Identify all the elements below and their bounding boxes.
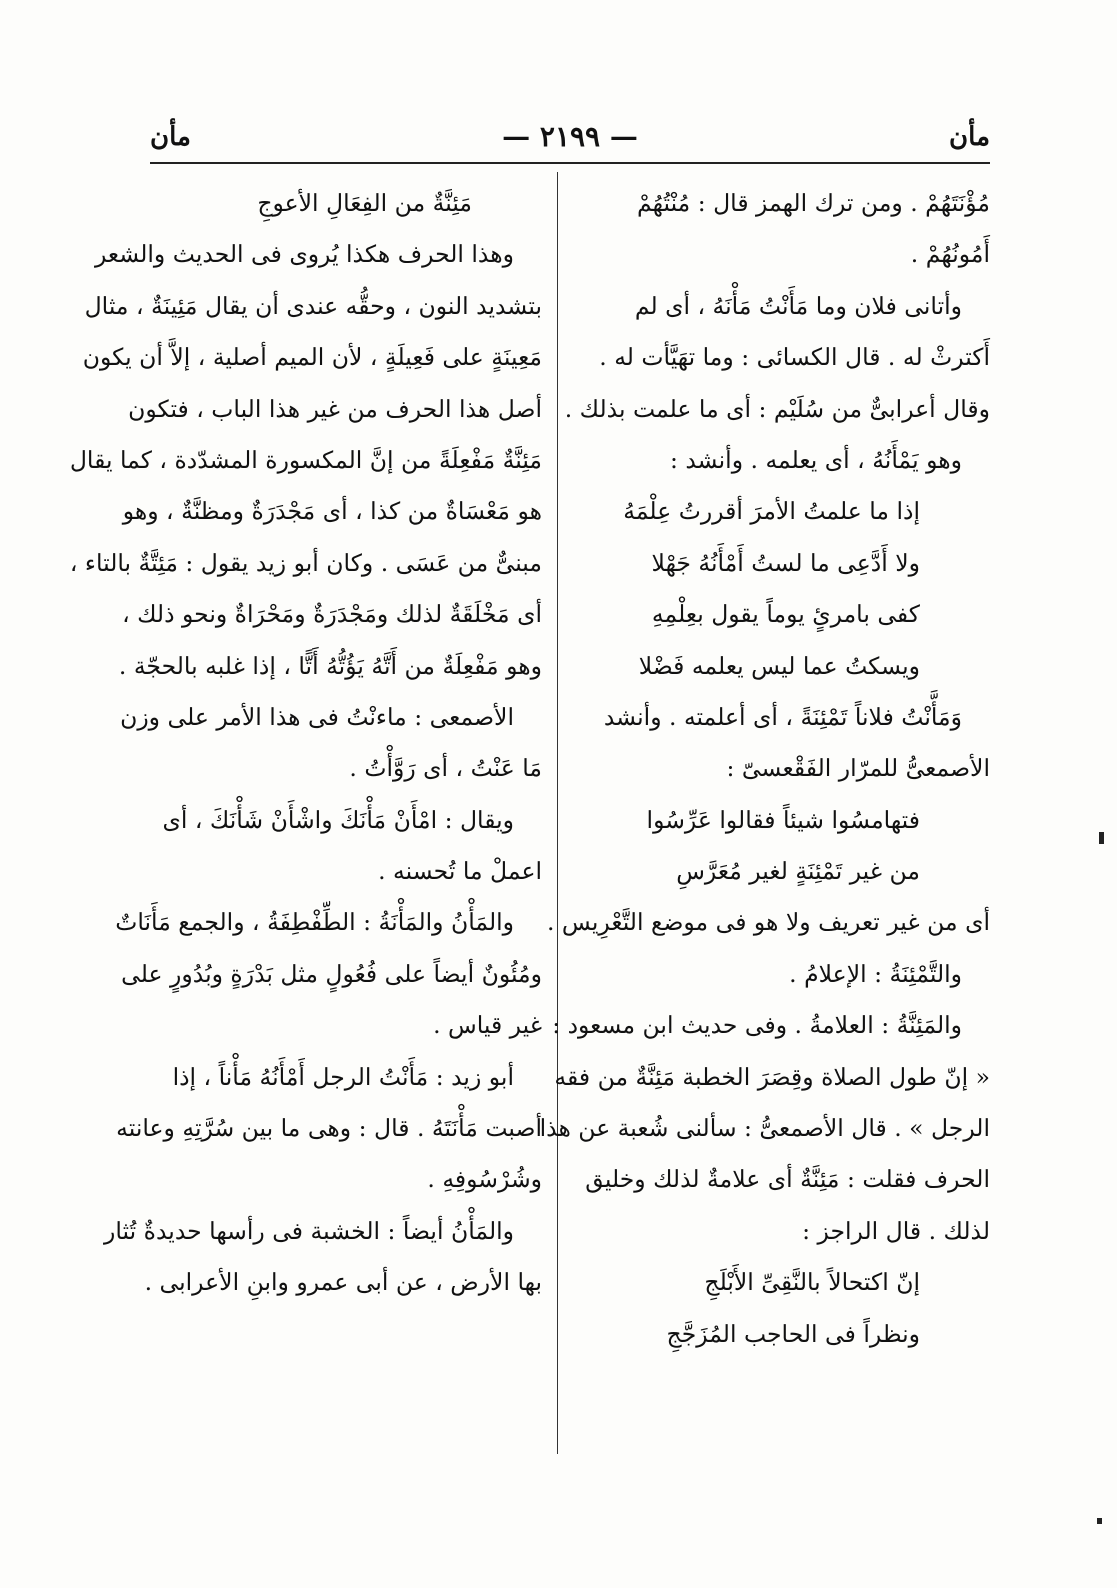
text-line: بها الأرض ، عن أبى عمرو وابنِ الأعرابى . <box>144 1268 542 1297</box>
text-line: مُؤْنَتَهُمْ . ومن ترك الهمز قال : مُنْتُهُمْ <box>637 189 990 217</box>
page-number: — ٢١٩٩ — <box>502 120 638 153</box>
text-line: لذلك . قال الراجز : <box>802 1216 990 1245</box>
text-line: أصل هذا الحرف من غير هذا الباب ، فتكون <box>128 394 542 423</box>
text-line: أى من غير تعريف ولا هو فى موضع التَّعْرِيس . <box>546 908 990 937</box>
text-line: ومُئُونٌ أيضاً على فُعُولٍ مثل بَدْرَةٍ وبُدُورٍ على <box>121 959 542 988</box>
text-line: وَمَأَّنْتُ فلاناً تَمْئِنَةً ، أى أعلمته . وأنشد <box>603 702 962 731</box>
text-line: هو مَعْسَاةٌ من كذا ، أى مَجْدَرَةٌ ومظنَّةٌ ، وهو <box>122 497 542 526</box>
text-line: ونظراً فى الحاجب المُزَجَّجِ <box>666 1319 920 1348</box>
text-line: مَئِنَّةٌ مَفْعِلَةً من إنَّ المكسورة المشدّدة ، كما يقال <box>69 445 542 474</box>
text-line: إذا ما علمتُ الأمرَ أقررتُ عِلْمَهُ <box>623 497 920 526</box>
text-line: كفى بامرئٍ يوماً يقول بعِلْمِهِ <box>651 600 920 629</box>
scan-edge-mark <box>1099 832 1104 844</box>
text-line: وهو يَمْأَنُهُ ، أى يعلمه . وأنشد : <box>669 445 962 474</box>
text-line: بتشديد النون ، وحقُّه عندى أن يقال مَئِينَةٌ ، مثال <box>84 291 542 320</box>
right-column <box>539 178 990 1360</box>
text-line: والمَأْنُ أيضاً : الخشبة فى رأسها حديدةٌ تُثار <box>104 1216 514 1245</box>
header-keyword-left: مأن <box>150 122 191 152</box>
text-line: الأصمعى : ماءنْتُ فى هذا الأمر على وزن <box>120 702 514 731</box>
scan-edge-mark <box>1097 1518 1102 1524</box>
text-line: أبو زيد : مَأَنْتُ الرجل أَمْأَنُهُ مَأْناً ، إذا <box>172 1062 514 1091</box>
text-line: وشُرْسُوفِهِ . <box>427 1165 542 1194</box>
text-line: أى مَخْلَقَةٌ لذلك ومَجْدَرَةٌ ومَحْرَاةٌ ونحو ذلك ، <box>122 600 542 629</box>
header-rule <box>150 162 990 164</box>
text-line: ويسكتُ عما ليس يعلمه فَضْلا <box>638 651 920 680</box>
text-line: والتَّمْئِنَةُ : الإعلامُ . <box>789 959 962 988</box>
text-line: من غير تَمْئِنَةٍ لغير مُعَرَّسِ <box>676 857 920 886</box>
text-line: فتهامسُوا شيئاً فقالوا عَرِّسُوا <box>646 805 920 834</box>
text-line: ولا أَدَّعِى ما لستُ أَمْأَنُهُ جَهْلا <box>651 548 920 577</box>
text-line: مَئِنَّةٌ من الفِعَالِ الأعوجِ <box>257 189 472 217</box>
text-line: والمَأْنُ والمَأْنَةُ : الطِّفْطِفَةُ ، والجمع مَأَنَاتٌ <box>115 908 514 937</box>
text-line: « إنّ طول الصلاة وقِصَرَ الخطبة مَئِنَّةٌ من فقه <box>554 1062 990 1091</box>
text-line: اعملْ ما تُحسنه . <box>378 857 542 886</box>
text-line: إنّ اكتحالاً بالنَّقِىِّ الأَبْلَجِ <box>704 1268 920 1297</box>
text-line: الأصمعىُّ للمرّار الفَقْعسىّ : <box>726 754 990 783</box>
header-keyword-right: مأن <box>949 122 990 152</box>
text-line: الرجل » . قال الأصمعىُّ : سألنى شُعبة عن هذا <box>539 1114 990 1143</box>
text-line: وهو مَفْعِلَةٌ من أَتَّهُ يَؤُتُّهُ أَتًّا ، إذا غلبه بالحجّة . <box>118 651 542 680</box>
text-line: وأتانى فلان وما مَأَنْتُ مَأْنَهُ ، أى لم <box>634 291 962 320</box>
text-line: غير قياس . <box>433 1011 542 1040</box>
text-line: أصبت مَأْنَتَهُ . قال : وهى ما بين سُرَّتِهِ وعانته <box>116 1114 542 1143</box>
column-divider <box>557 172 558 1454</box>
text-line: وقال أعرابىٌّ من سُلَيْم : أى ما علمت بذلك . <box>564 394 990 423</box>
text-line: مَعِينَةٍ على فَعِيلَةٍ ، لأن الميم أصلية ، إلاَّ أن يكون <box>82 343 542 372</box>
text-line: أَمُونُهُمْ . <box>910 240 990 269</box>
text-line: الحرف فقلت : مَئِنَّةٌ أى علامةٌ لذلك وخليق <box>585 1165 990 1194</box>
text-line: ويقال : امْأَنْ مَأْنَكَ واشْأَنْ شَأْنَكَ ، أى <box>162 805 514 834</box>
page-header <box>150 118 990 158</box>
text-line: مبنىٌّ من عَسَى . وكان أبو زيد يقول : مَئِتَّةٌ بالتاء ، <box>69 548 542 577</box>
text-line: وهذا الحرف هكذا يُروى فى الحديث والشعر <box>94 240 514 269</box>
text-line: أَكترثْ له . قال الكسائى : وما تهَيَّأت له . <box>599 343 990 372</box>
left-column <box>69 178 542 1309</box>
text-line: والمَئِنَّةُ : العلامةُ . وفى حديث ابن مسعود : <box>552 1011 962 1040</box>
text-line: مَا عَنْتُ ، أى رَوَّأْتُ . <box>349 754 542 783</box>
